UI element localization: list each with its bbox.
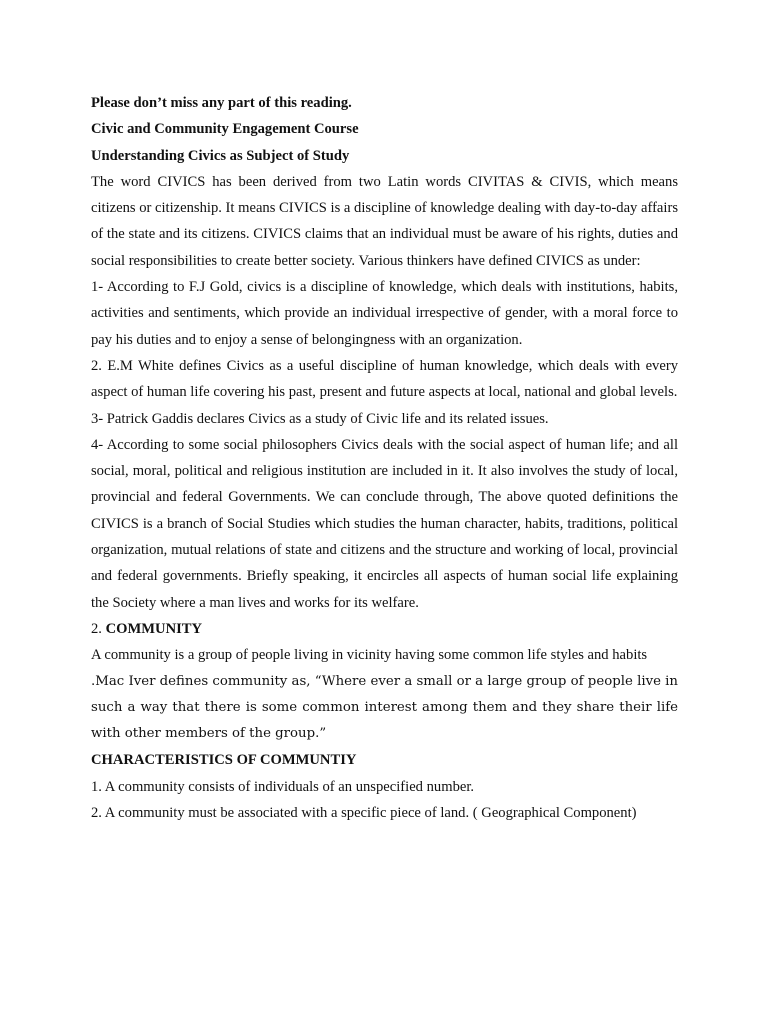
document-page (91, 90, 678, 826)
civics-intro-paragraph: The word CIVICS has been derived from two Latin words CIVITAS & CIVIS, which means citizens or citizenship. It means CIVICS is a discipline of knowledge dealing with day-to-day affairs of the state and its citizens. CIVICS claims that an individual must be aware of his rights, duties and social responsibilities to create better society. Various thinkers have defined CIVICS as under: (91, 173, 678, 269)
characteristic-1: 1. A community consists of individuals of an unspecified number. (91, 778, 475, 795)
community-intro: A community is a group of people living in vicinity having some common life styles and habits (91, 647, 648, 664)
course-title: Civic and Community Engagement Course (91, 121, 359, 138)
characteristic-2: 2. A community must be associated with a specific piece of land. ( Geographical Component) (91, 805, 637, 822)
section-title: Understanding Civics as Subject of Study (91, 147, 350, 164)
mac-iver-quote: .Mac Iver defines community as, “Where ever a small or a large group of people live in such a way that there is some common interest among them and they share their life with other members of the group.” (91, 673, 678, 742)
definition-2: 2. E.M White defines Civics as a useful discipline of human knowledge, which deals with every aspect of human life covering his past, present and future aspects at local, national and global levels. (91, 357, 678, 401)
community-heading-text: COMMUNITY (105, 620, 203, 637)
definition-1: 1- According to F.J Gold, civics is a discipline of knowledge, which deals with institutions, habits, activities and sentiments, which provide an individual irrespective of gender, with a moral force to pay his duties and to enjoy a sense of belongingness with an organization. (91, 279, 678, 348)
characteristics-heading: CHARACTERISTICS OF COMMUNTIY (91, 752, 357, 769)
community-heading (91, 616, 678, 642)
definition-3: 3- Patrick Gaddis declares Civics as a study of Civic life and its related issues. (91, 410, 549, 427)
community-heading-number: 2. (91, 620, 102, 637)
definition-4: 4- According to some social philosophers Civics deals with the social aspect of human life; and all social, moral, political and religious institution are included in it. It also involves the study of local, provincial and federal Governments. We can conclude through, The above quoted definitions the CIVICS is a branch of Social Studies which studies the human character, habits, traditions, political organization, mutual relations of state and citizens and the structure and working of local, provincial and federal governments. Briefly speaking, it encircles all aspects of human social life explaining the Society where a man lives and works for its welfare. (91, 436, 678, 611)
intro-note: Please don’t miss any part of this reading. (91, 95, 352, 111)
